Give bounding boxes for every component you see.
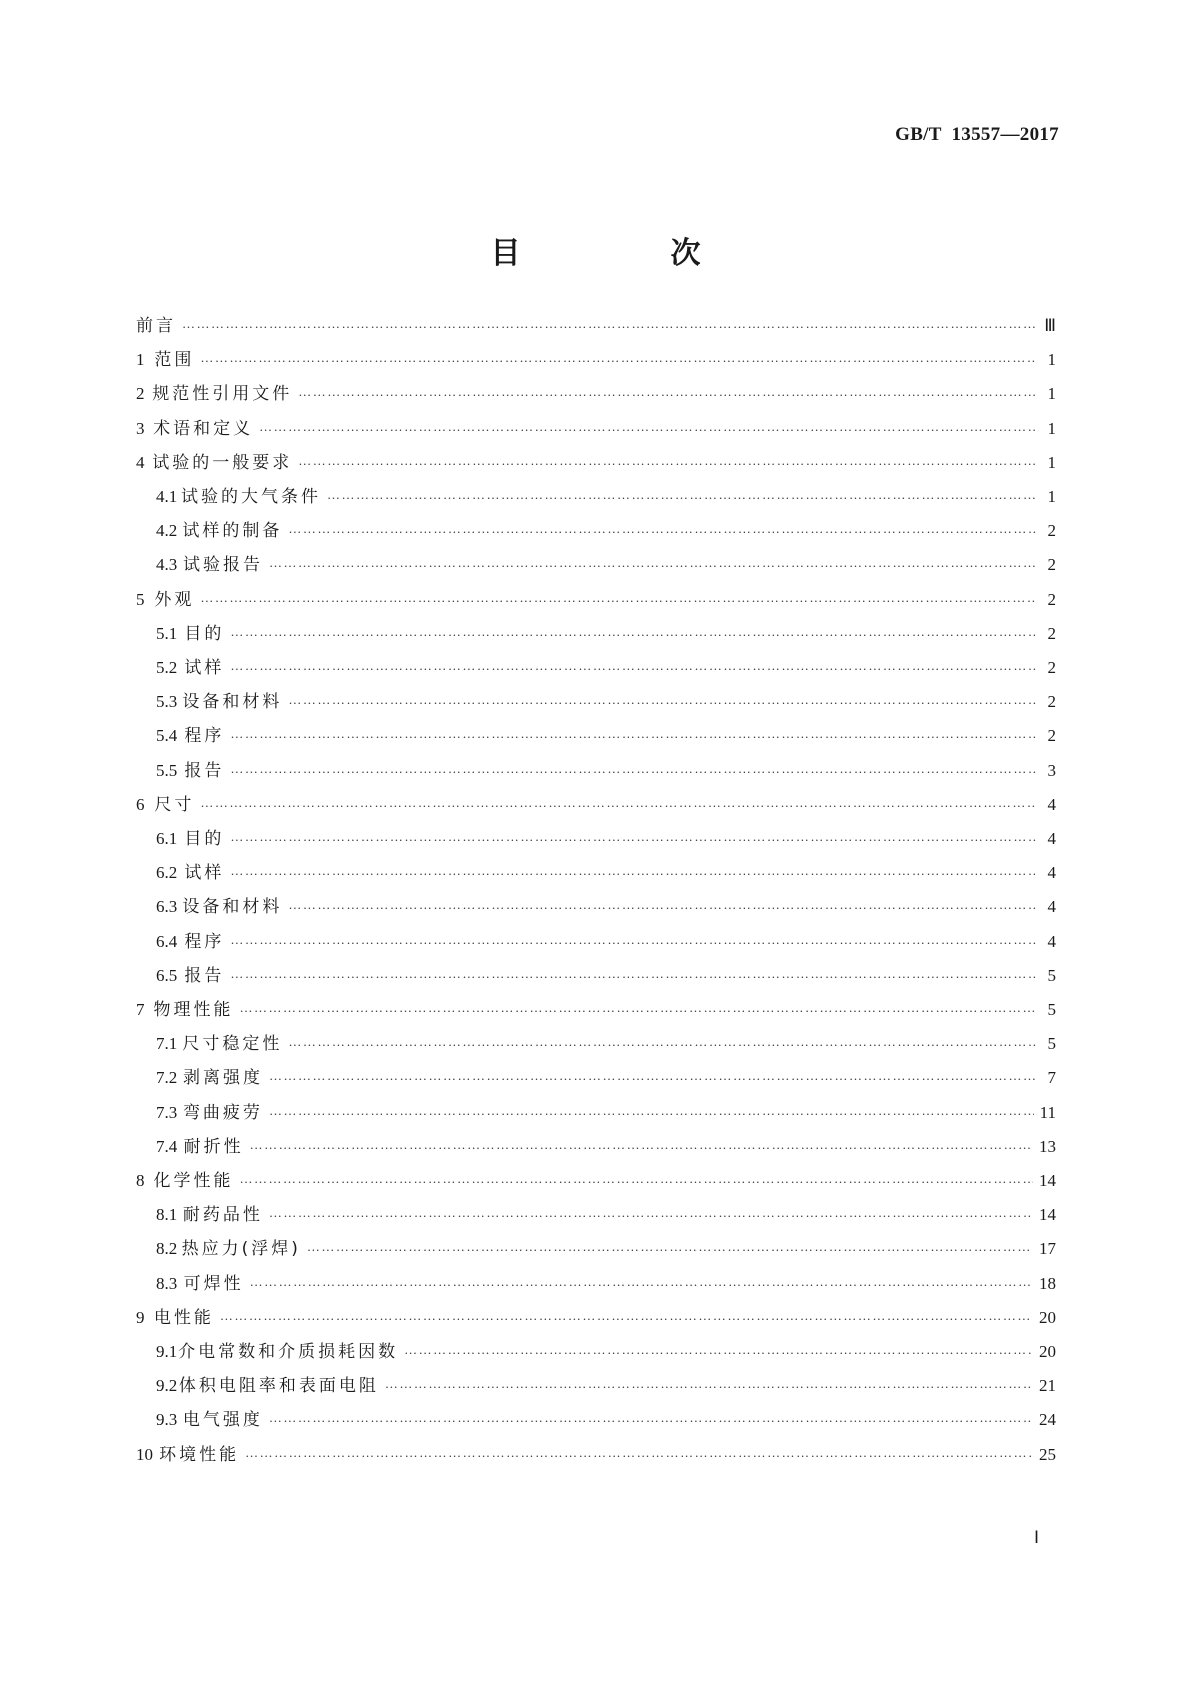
toc-entry-title[interactable]: 试验报告 xyxy=(183,555,264,575)
toc-entry-page[interactable]: 24 xyxy=(1039,1410,1056,1429)
toc-dot-leader xyxy=(230,957,1036,991)
toc-entry[interactable] xyxy=(156,480,1056,514)
toc-entry-page[interactable]: 4 xyxy=(1047,795,1056,814)
toc-entry[interactable] xyxy=(156,548,1056,582)
toc-entry-page[interactable]: 7 xyxy=(1047,1068,1056,1087)
toc-entry[interactable] xyxy=(156,651,1056,685)
toc-entry[interactable] xyxy=(136,1164,1056,1198)
toc-entry-page[interactable]: 11 xyxy=(1039,1103,1056,1122)
toc-dot-leader xyxy=(288,1025,1036,1059)
toc-entry-page[interactable]: 4 xyxy=(1047,863,1056,882)
toc-dot-leader xyxy=(245,1436,1033,1470)
toc-entry[interactable] xyxy=(136,583,1056,617)
toc-dot-leader xyxy=(307,1230,1033,1264)
toc-entry-page[interactable]: 5 xyxy=(1047,1000,1056,1019)
toc-entry-number: 5.1 xyxy=(156,624,178,643)
toc-dot-leader xyxy=(288,888,1036,922)
toc-entry-number: 3 xyxy=(136,419,145,438)
toc-dot-leader xyxy=(269,1094,1034,1128)
toc-entry-title[interactable]: 可焊性 xyxy=(183,1274,244,1294)
toc-dot-leader xyxy=(250,1265,1033,1299)
toc-dot-leader xyxy=(200,341,1036,375)
toc-entry-number: 6 xyxy=(136,795,145,814)
toc-entry-page[interactable]: 1 xyxy=(1047,384,1056,403)
toc-entry[interactable] xyxy=(156,822,1056,856)
toc-entry-number: 1 xyxy=(136,350,145,369)
toc-entry-title[interactable]: 介电常数和介质损耗因数 xyxy=(178,1342,399,1362)
toc-entry[interactable] xyxy=(156,1096,1056,1130)
toc-dot-leader xyxy=(230,717,1036,751)
toc-entry-number: 5.3 xyxy=(156,692,178,711)
toc-entry-page[interactable]: 2 xyxy=(1047,521,1056,540)
toc-entry[interactable] xyxy=(156,1027,1056,1061)
toc-entry-title[interactable]: 化学性能 xyxy=(153,1171,234,1191)
toc-dot-leader xyxy=(269,1059,1036,1093)
toc-entry-number: 9.1 xyxy=(156,1342,178,1361)
toc-dot-leader xyxy=(230,854,1036,888)
toc-dot-leader xyxy=(200,786,1036,820)
toc-entry-number: 7.1 xyxy=(156,1034,178,1053)
toc-entry[interactable] xyxy=(156,719,1056,753)
toc-dot-leader xyxy=(288,683,1036,717)
toc-entry-page[interactable]: 1 xyxy=(1047,453,1056,472)
toc-entry-title[interactable]: 物理性能 xyxy=(153,1000,234,1020)
toc-entry-title[interactable]: 规范性引用文件 xyxy=(152,384,293,404)
toc-entry[interactable] xyxy=(136,309,1056,343)
toc-entry-page[interactable]: Ⅲ xyxy=(1044,316,1056,335)
toc-entry-page[interactable]: 18 xyxy=(1039,1274,1056,1293)
page-number: Ⅰ xyxy=(1034,1528,1040,1547)
toc-entry-title[interactable]: 目的 xyxy=(184,624,225,644)
toc-entry-title[interactable]: 目的 xyxy=(184,829,225,849)
toc-entry-page[interactable]: 2 xyxy=(1047,624,1056,643)
toc-entry-title[interactable]: 弯曲疲劳 xyxy=(182,1103,263,1123)
toc-entry[interactable] xyxy=(156,1061,1056,1095)
toc-dot-leader xyxy=(298,444,1036,478)
toc-entry-page[interactable]: 2 xyxy=(1047,590,1056,609)
toc-entry-page[interactable]: 25 xyxy=(1039,1445,1056,1464)
toc-entry-number: 8.1 xyxy=(156,1205,178,1224)
toc-dot-leader xyxy=(327,478,1036,512)
toc-entry-page[interactable]: 4 xyxy=(1047,829,1056,848)
toc-dot-leader xyxy=(220,1299,1033,1333)
toc-dot-leader xyxy=(230,923,1036,957)
toc-entry-page[interactable]: 20 xyxy=(1039,1308,1056,1327)
toc-entry-title[interactable]: 前言 xyxy=(136,316,176,336)
toc-entry-title[interactable]: 耐折性 xyxy=(183,1137,244,1157)
toc-entry[interactable] xyxy=(156,1403,1056,1437)
toc-entry-title[interactable]: 设备和材料 xyxy=(182,897,283,917)
toc-entry-title[interactable]: 剥离强度 xyxy=(183,1068,264,1088)
toc-entry[interactable] xyxy=(136,343,1056,377)
toc-entry-page[interactable]: 20 xyxy=(1039,1342,1056,1361)
toc-entry-title[interactable]: 尺寸 xyxy=(154,795,195,815)
toc-entry-number: 6.5 xyxy=(156,966,178,985)
toc-entry-title[interactable]: 尺寸稳定性 xyxy=(182,1034,283,1054)
toc-entry-title[interactable]: 环境性能 xyxy=(159,1445,240,1465)
toc-entry[interactable] xyxy=(136,993,1056,1027)
toc-entry-title[interactable]: 范围 xyxy=(154,350,195,370)
toc-entry-title[interactable]: 试样 xyxy=(184,863,225,883)
toc-entry-number: 9.3 xyxy=(156,1410,178,1429)
toc-entry-page[interactable]: 5 xyxy=(1047,966,1056,985)
toc-entry-title[interactable]: 耐药品性 xyxy=(182,1205,263,1225)
toc-title: 目 次 xyxy=(490,236,761,271)
toc-entry-page[interactable]: 14 xyxy=(1039,1205,1056,1224)
toc-entry-number: 4 xyxy=(136,453,145,472)
toc-entry[interactable] xyxy=(136,446,1056,480)
toc-entry-number: 8 xyxy=(136,1171,145,1190)
toc-entry-title[interactable]: 外观 xyxy=(154,590,195,610)
toc-dot-leader xyxy=(385,1367,1033,1401)
toc-entry-number: 8.2 xyxy=(156,1239,178,1258)
toc-entry[interactable] xyxy=(156,514,1056,548)
toc-entry-number: 4.1 xyxy=(156,487,178,506)
toc-entry-number: 10 xyxy=(136,1445,153,1464)
toc-entry-title[interactable]: 设备和材料 xyxy=(182,692,283,712)
toc-entry-number: 6.4 xyxy=(156,932,178,951)
toc-entry[interactable] xyxy=(136,412,1056,446)
toc-entry[interactable] xyxy=(136,377,1056,411)
toc-entry-page[interactable]: 5 xyxy=(1047,1034,1056,1053)
toc-entry[interactable] xyxy=(156,1369,1056,1403)
toc-entry[interactable] xyxy=(156,1198,1056,1232)
toc-dot-leader xyxy=(230,615,1036,649)
toc-entry[interactable] xyxy=(136,1301,1056,1335)
toc-dot-leader xyxy=(298,375,1036,409)
toc-entry-number: 7.3 xyxy=(156,1103,178,1122)
toc-entry-page[interactable]: 13 xyxy=(1039,1137,1056,1156)
toc-entry[interactable] xyxy=(156,925,1056,959)
toc-dot-leader xyxy=(250,1128,1033,1162)
toc-dot-leader xyxy=(200,581,1036,615)
toc-entry-number: 9.2 xyxy=(156,1376,178,1395)
toc-entry-page[interactable]: 1 xyxy=(1047,350,1056,369)
toc-entry-title[interactable]: 体积电阻率和表面电阻 xyxy=(178,1376,379,1396)
toc-entry-title[interactable]: 试验的大气条件 xyxy=(180,487,321,507)
toc-entry-number: 7.2 xyxy=(156,1068,178,1087)
toc-entry-title[interactable]: 程序 xyxy=(184,932,225,952)
toc-entry[interactable] xyxy=(156,1267,1056,1301)
toc-entry[interactable] xyxy=(156,1335,1056,1369)
toc-entry-title[interactable]: 试样的制备 xyxy=(182,521,283,541)
toc-dot-leader xyxy=(182,307,1036,341)
toc-entry[interactable] xyxy=(156,1130,1056,1164)
toc-entry-number: 5 xyxy=(136,590,145,609)
toc-entry-title[interactable]: 报告 xyxy=(184,966,225,986)
toc-dot-leader xyxy=(230,820,1036,854)
toc-entry-title[interactable]: 报告 xyxy=(184,761,225,781)
toc-entry[interactable] xyxy=(156,856,1056,890)
toc-entry[interactable] xyxy=(156,617,1056,651)
toc-entry-title[interactable]: 电性能 xyxy=(153,1308,214,1328)
toc-entry-number: 5.5 xyxy=(156,761,178,780)
toc-entry-number: 6.3 xyxy=(156,897,178,916)
toc-entry[interactable] xyxy=(156,754,1056,788)
standard-code: GB/T 13557—2017 xyxy=(895,124,1059,145)
toc-entry-page[interactable]: 4 xyxy=(1047,932,1056,951)
toc-dot-leader xyxy=(259,410,1036,444)
toc-entry-number: 7 xyxy=(136,1000,145,1019)
toc-dot-leader xyxy=(269,1196,1033,1230)
toc-entry-number: 5.2 xyxy=(156,658,178,677)
toc-entry[interactable] xyxy=(136,788,1056,822)
toc-entry-number: 9 xyxy=(136,1308,145,1327)
toc-entry[interactable] xyxy=(156,959,1056,993)
toc-dot-leader xyxy=(230,752,1036,786)
toc-dot-leader xyxy=(240,991,1036,1025)
toc-entry-title[interactable]: 电气强度 xyxy=(182,1410,263,1430)
toc-dot-leader xyxy=(269,546,1036,580)
toc-entry[interactable] xyxy=(136,1438,1056,1472)
toc-entry-number: 4.3 xyxy=(156,555,178,574)
toc-entry[interactable] xyxy=(156,685,1056,719)
toc-entry-title[interactable]: 术语和定义 xyxy=(153,419,254,439)
toc-entry-page[interactable]: 1 xyxy=(1047,419,1056,438)
toc-dot-leader xyxy=(269,1401,1033,1435)
toc-entry-page[interactable]: 2 xyxy=(1047,658,1056,677)
toc-entry-page[interactable]: 17 xyxy=(1039,1239,1056,1258)
toc-entry[interactable] xyxy=(156,1232,1056,1266)
toc-entry-page[interactable]: 21 xyxy=(1039,1376,1056,1395)
toc-entry-number: 6.2 xyxy=(156,863,178,882)
toc-entry-number: 8.3 xyxy=(156,1274,178,1293)
toc-entry-page[interactable]: 2 xyxy=(1047,726,1056,745)
toc-entry-number: 5.4 xyxy=(156,726,178,745)
toc-entry-number: 6.1 xyxy=(156,829,178,848)
toc-entry-page[interactable]: 4 xyxy=(1047,897,1056,916)
toc-entry-page[interactable]: 1 xyxy=(1047,487,1056,506)
toc-entry-number: 4.2 xyxy=(156,521,178,540)
toc-entry-title[interactable]: 试验的一般要求 xyxy=(152,453,293,473)
toc-dot-leader xyxy=(288,512,1036,546)
toc-dot-leader xyxy=(239,1162,1033,1196)
toc-entry-number: 2 xyxy=(136,384,145,403)
toc-entry-page[interactable]: 2 xyxy=(1047,555,1056,574)
toc-entry-title[interactable]: 热应力(浮焊) xyxy=(181,1239,301,1259)
toc-entry-page[interactable]: 3 xyxy=(1047,761,1056,780)
toc-entry-page[interactable]: 2 xyxy=(1047,692,1056,711)
toc-entry-number: 7.4 xyxy=(156,1137,178,1156)
toc-dot-leader xyxy=(230,649,1036,683)
toc-dot-leader xyxy=(404,1333,1033,1367)
toc-entry-title[interactable]: 程序 xyxy=(184,726,225,746)
toc-entry-page[interactable]: 14 xyxy=(1039,1171,1056,1190)
toc-entry-title[interactable]: 试样 xyxy=(184,658,225,678)
toc-entry[interactable] xyxy=(156,890,1056,924)
